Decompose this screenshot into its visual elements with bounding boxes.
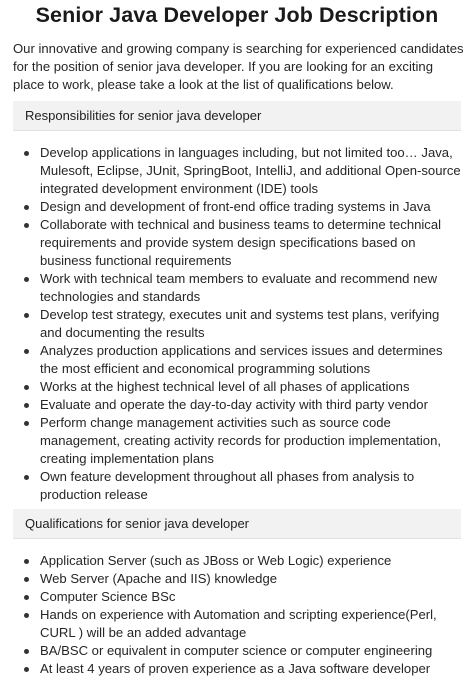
qualifications-heading: Qualifications for senior java developer bbox=[13, 509, 461, 539]
list-item: Computer Science BSc bbox=[22, 588, 462, 606]
list-item: Application Server (such as JBoss or Web Logic) experience bbox=[22, 552, 462, 570]
list-item: Develop applications in languages including, but not limited too… Java, Mulesoft, Eclipse, JUnit, SpringBoot, IntelliJ, and additional Open-source integrated development environment (IDE) tools bbox=[22, 144, 462, 198]
list-item: Web Server (Apache and IIS) knowledge bbox=[22, 570, 462, 588]
list-item: Develop test strategy, executes unit and systems test plans, verifying and documenting the results bbox=[22, 306, 462, 342]
page-title: Senior Java Developer Job Description bbox=[35, 3, 439, 27]
list-item: Design and development of front-end office trading systems in Java bbox=[22, 198, 462, 216]
list-item: BA/BSC or equivalent in computer science or computer engineering bbox=[22, 642, 462, 660]
list-item: Collaborate with technical and business teams to determine technical requirements and provide system design specifications based on business functional requirements bbox=[22, 216, 462, 270]
qualifications-list bbox=[22, 552, 462, 678]
responsibilities-heading: Responsibilities for senior java developer bbox=[13, 101, 461, 131]
list-item: Own feature development throughout all phases from analysis to production release bbox=[22, 468, 462, 504]
intro-paragraph: Our innovative and growing company is searching for experienced candidates for the position of senior java developer. If you are looking for an exciting place to work, please take a look at the list of qualifications below. bbox=[13, 41, 464, 92]
list-item: Evaluate and operate the day-to-day activity with third party vendor bbox=[22, 396, 462, 414]
list-item: Hands on experience with Automation and scripting experience(Perl, CURL ) will be an added advantage bbox=[22, 606, 462, 642]
list-item: Perform change management activities such as source code management, creating activity records for production implementation, creating implementation plans bbox=[22, 414, 462, 468]
responsibilities-list bbox=[22, 144, 462, 504]
list-item: At least 4 years of proven experience as a Java software developer bbox=[22, 660, 462, 678]
list-item: Analyzes production applications and services issues and determines the most efficient and economical programming solutions bbox=[22, 342, 462, 378]
list-item: Works at the highest technical level of all phases of applications bbox=[22, 378, 462, 396]
list-item: Work with technical team members to evaluate and recommend new technologies and standards bbox=[22, 270, 462, 306]
